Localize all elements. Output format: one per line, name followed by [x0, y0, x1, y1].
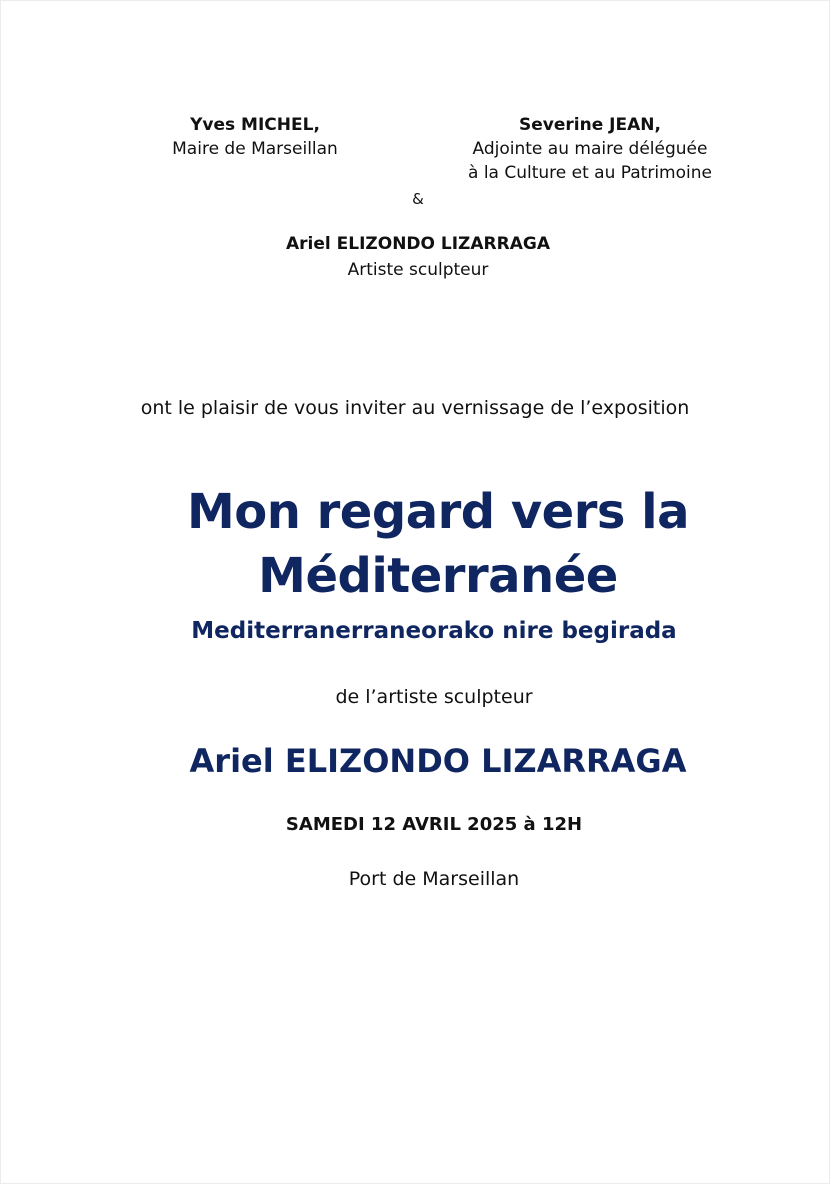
exhibition-title	[0, 480, 830, 608]
mayor-name: Yves MICHEL,	[190, 115, 320, 135]
host-artist	[0, 231, 830, 283]
exhibition-title-line2: Méditerranée	[258, 548, 618, 604]
ampersand: &	[412, 190, 424, 208]
host-deputy	[440, 113, 740, 185]
host-mayor	[130, 113, 380, 161]
event-place: Port de Marseillan	[348, 868, 520, 890]
deputy-role-line1: Adjointe au maire déléguée	[472, 139, 708, 159]
exhibition-subtitle: Mediterranerraneorako nire begirada	[191, 618, 677, 644]
host-artist-name: Ariel ELIZONDO LIZARRAGA	[286, 234, 550, 254]
exhibition-title-line1: Mon regard vers la	[187, 484, 689, 540]
event-date: SAMEDI 12 AVRIL 2025 à 12H	[285, 814, 583, 835]
featured-artist-name: Ariel ELIZONDO LIZARRAGA	[189, 742, 687, 780]
invitation-text: ont le plaisir de vous inviter au vernissage de l’exposition	[140, 397, 690, 419]
deputy-role-line2: à la Culture et au Patrimoine	[468, 163, 712, 183]
deputy-name: Severine JEAN,	[519, 115, 661, 135]
by-artist-text: de l’artiste sculpteur	[335, 686, 533, 708]
mayor-role: Maire de Marseillan	[172, 139, 338, 159]
host-artist-role: Artiste sculpteur	[347, 260, 489, 280]
